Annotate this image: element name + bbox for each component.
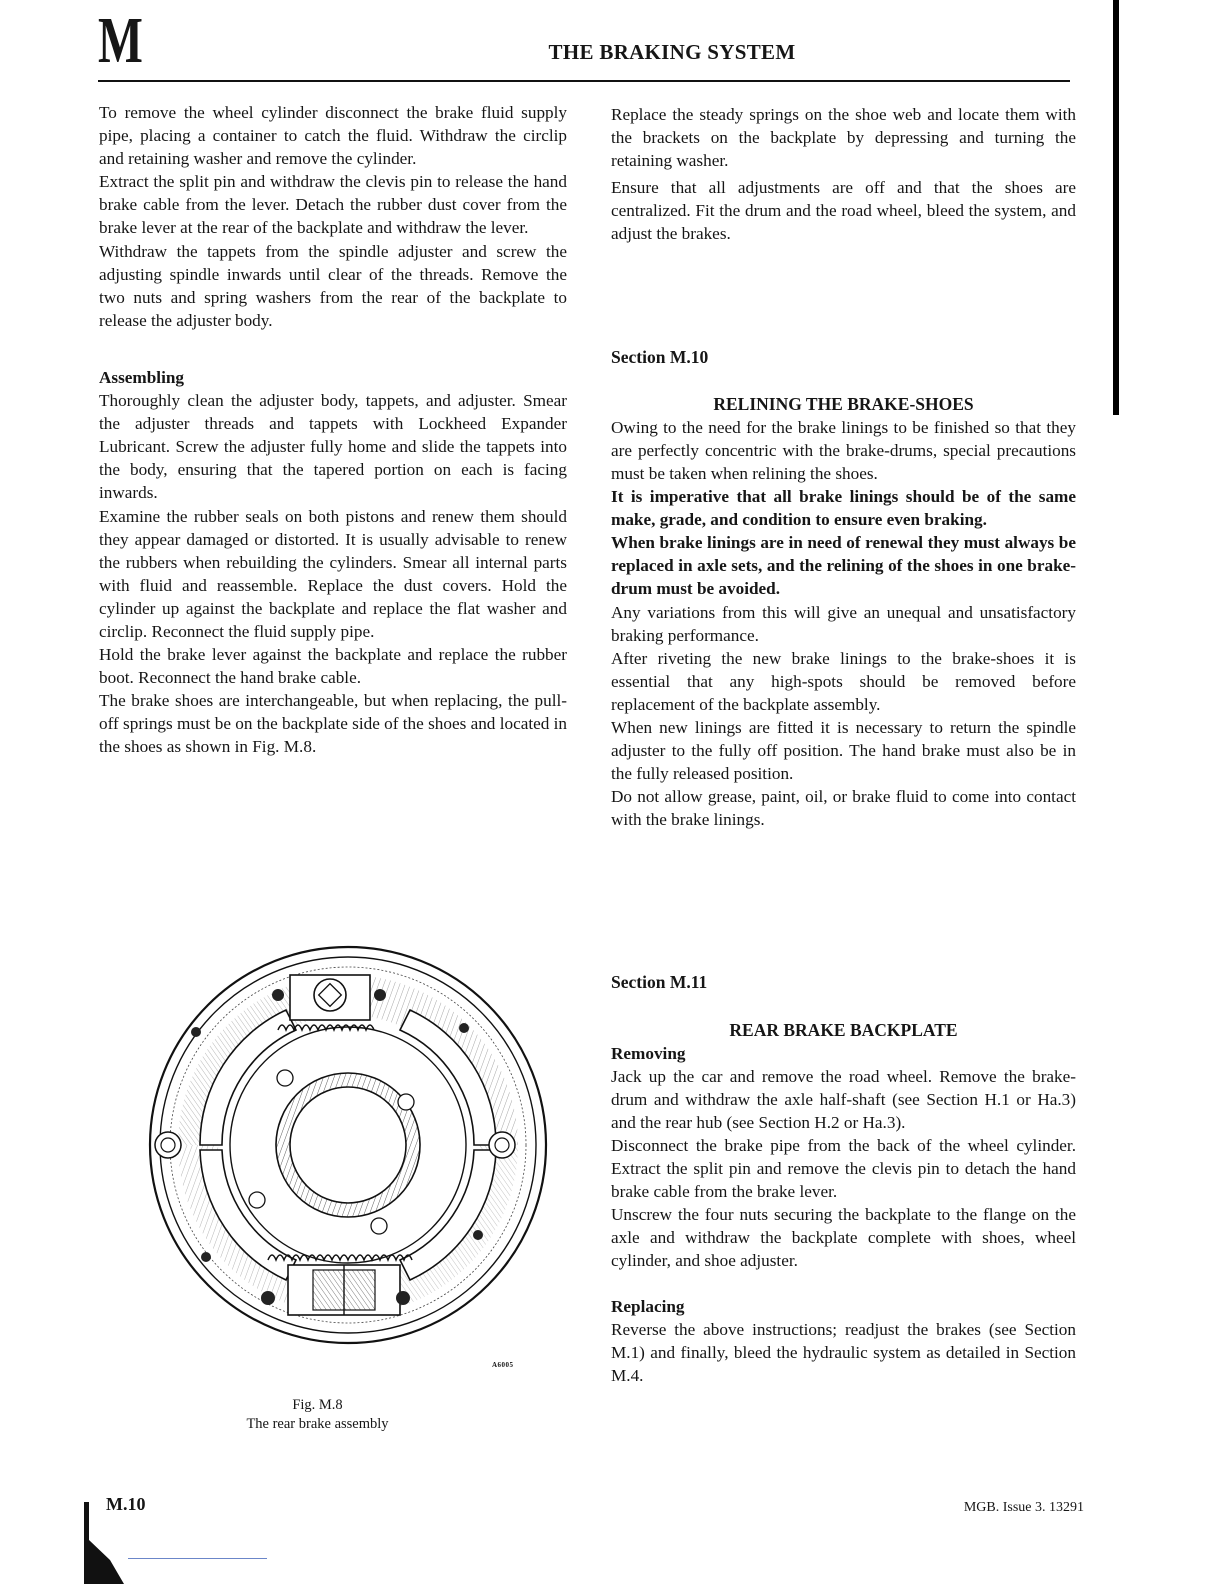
paragraph: Owing to the need for the brake linings to be finished so that they are perfectly concentric with the brake-drums, special precautions must be taken when relining the shoes. (611, 417, 1076, 483)
paragraph: Unscrew the four nuts securing the backplate to the flange on the axle and withdraw the backplate complete with shoes, wheel cylinder, and shoe adjuster. (611, 1205, 1076, 1271)
hub-bore (230, 1027, 466, 1263)
paragraph: When new linings are fitted it is necessary to return the spindle adjuster to the fully off position. The hand brake must also be in the fully released position. (611, 717, 1076, 784)
page-number: M.10 (106, 1494, 146, 1514)
figure-code: A6005 (492, 1361, 514, 1369)
section-m11-heading: REAR BRAKE BACKPLATE (729, 1019, 958, 1040)
replacing-heading: Replacing (611, 1296, 685, 1316)
paragraph: Hold the brake lever against the backplate and replace the rubber boot. Reconnect the hand brake cable. (99, 645, 567, 688)
issue-reference: MGB. Issue 3. 13291 (963, 1500, 1084, 1515)
figure-title: The rear brake assembly (246, 1416, 389, 1432)
paragraph: Examine the rubber seals on both pistons and renew them should they appear damaged or distorted. It is usually advisable to renew the rubbers when rebuilding the cylinders. Smear all internal parts with fluid and reassemble. Replace the dust covers. Hold the cylinder up against the backplate and replace the flat washer and circlip. Reconnect the fluid supply pipe. (99, 506, 567, 641)
scan-edge-bar (1113, 0, 1119, 415)
paragraph: After riveting the new brake linings to the brake-shoes it is essential that any high-spots should be removed before replacement of the backplate assembly. (611, 648, 1076, 714)
section-m10-heading: RELINING THE BRAKE-SHOES (713, 393, 974, 414)
header-rule (98, 80, 1070, 82)
section-letter: M (98, 4, 142, 77)
paragraph: Withdraw the tappets from the spindle adjuster and screw the adjusting spindle inwards until clear of the threads. Remove the two nuts and spring washers from the rear of the backplate to release the adjuster body. (99, 241, 567, 330)
paragraph: Jack up the car and remove the road wheel. Remove the brake-drum and withdraw the axle half-shaft (see Section H.1 or Ha.3) and the rear hub (see Section H.2 or Ha.3). (611, 1066, 1076, 1132)
scan-underline (128, 1558, 267, 1559)
paragraph: Any variations from this will give an unequal and unsatisfactory braking performance. (611, 602, 1076, 645)
paragraph: The brake shoes are interchangeable, but when replacing, the pull-off springs must be on the backplate side of the shoes and located in the shoes as shown in Fig. M.8. (99, 691, 567, 757)
section-m11-label: Section M.11 (611, 972, 708, 993)
paragraph: Reverse the above instructions; readjust the brakes (see Section M.1) and finally, bleed the hydraulic system as detailed in Section M.4. (611, 1319, 1076, 1385)
left-column (99, 101, 567, 759)
paragraph: Thoroughly clean the adjuster body, tappets, and adjuster. Smear the adjuster threads and tappets with Lockheed Expander Lubricant. Screw the adjuster fully home and slide the tappets into the body, ensuring that the tapered portion on each is facing inwards. (99, 391, 567, 503)
section-m10-label: Section M.10 (611, 346, 709, 367)
paragraph: Replace the steady springs on the shoe web and locate them with the brackets on the backplate by depressing and turning the retaining washer. (611, 105, 1076, 171)
bold-paragraph: It is imperative that all brake linings should be of the same make, grade, and condition to ensure even braking. (611, 487, 1076, 530)
paragraph: Do not allow grease, paint, oil, or brake fluid to come into contact with the brake linings. (611, 787, 1076, 830)
paragraph: To remove the wheel cylinder disconnect the brake fluid supply pipe, placing a container to catch the fluid. Withdraw the circlip and retaining washer and remove the cylinder. (99, 103, 567, 169)
paragraph: Extract the split pin and withdraw the clevis pin to release the hand brake cable from the lever. Detach the rubber dust cover from the brake lever at the rear of the backplate and withdraw the lever. (99, 172, 567, 238)
paragraph: Ensure that all adjustments are off and that the shoes are centralized. Fit the drum and the road wheel, bleed the system, and adjust the brakes. (611, 178, 1076, 244)
figure-number: Fig. M.8 (292, 1397, 343, 1413)
assembling-heading: Assembling (99, 367, 184, 387)
right-column (611, 103, 1076, 1387)
page-title: THE BRAKING SYSTEM (548, 40, 796, 64)
figure-caption (160, 1396, 475, 1434)
paragraph: Disconnect the brake pipe from the back of the wheel cylinder. Extract the split pin and remove the clevis pin to detach the hand brake cable from the brake lever. (611, 1136, 1076, 1202)
removing-heading: Removing (611, 1043, 686, 1063)
bold-paragraph: When brake linings are in need of renewal they must always be replaced in axle sets, and the relining of the shoes in one brake-drum must be avoided. (611, 533, 1076, 599)
rear-brake-assembly-figure (148, 930, 548, 1360)
